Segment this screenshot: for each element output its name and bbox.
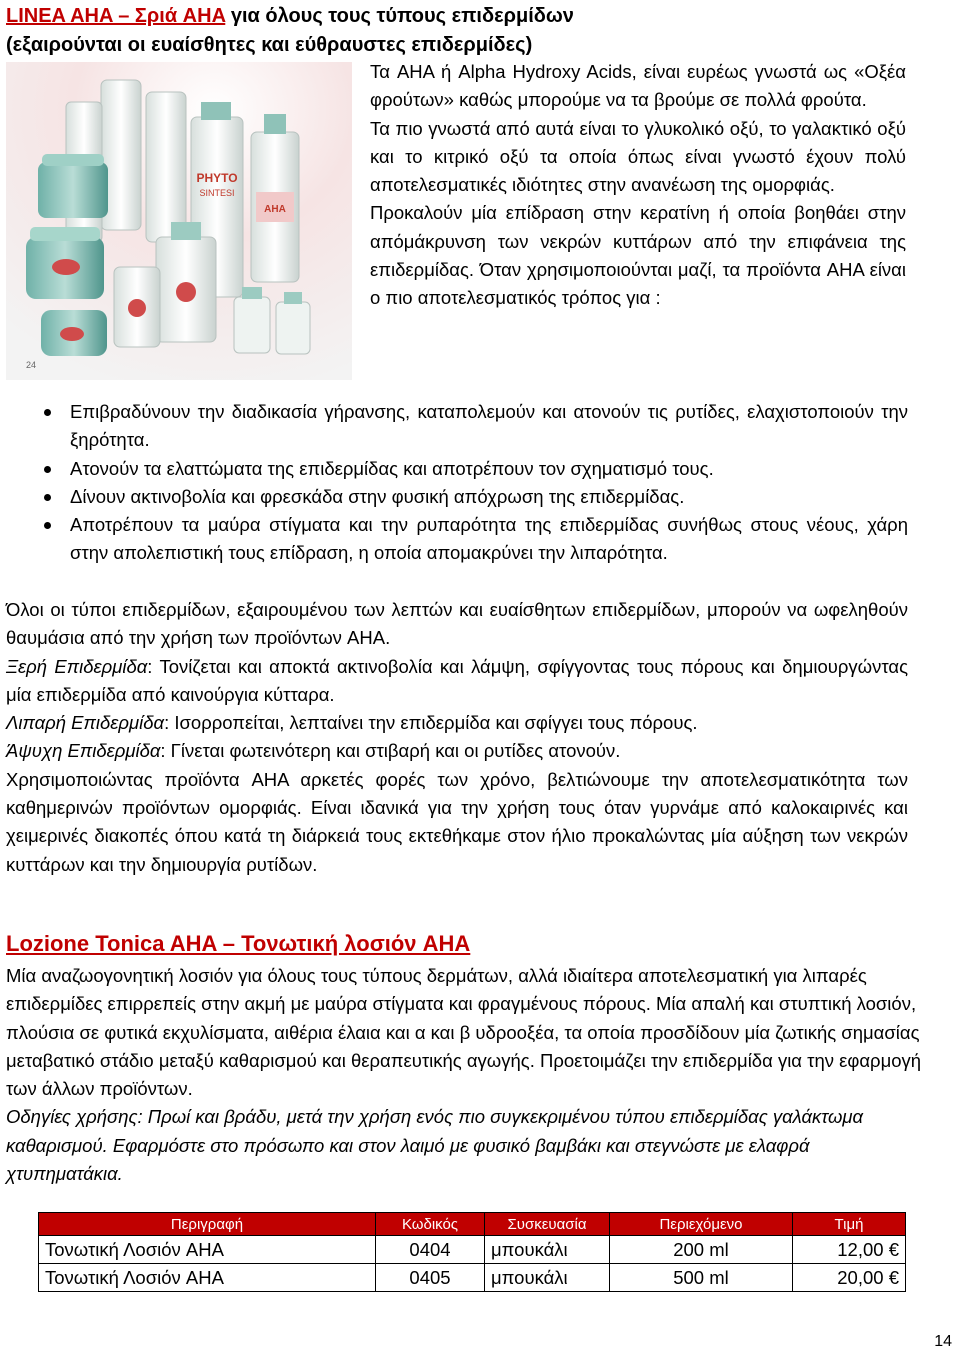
- column-header: Περιγραφή: [39, 1213, 376, 1236]
- table-cell: 0404: [376, 1236, 485, 1264]
- title-red: LINEA AHA – Σριά AHA: [6, 5, 226, 27]
- product-photo: [6, 62, 352, 380]
- photo-caption: 24: [26, 360, 37, 370]
- table-cell: Τονωτική Λοσιόν AHA: [39, 1264, 376, 1292]
- table-cell: 12,00 €: [793, 1236, 906, 1264]
- intro-paragraph: Τα πιο γνωστά από αυτά είναι το γλυκολικό οξύ, το γαλακτικό οξύ και το κιτρικό οξύ τα οποία όπως είναι γνωστό έχουν πολύ αποτελεσματικές ιδιότητες στην ανανέωση της ομορφιάς.: [370, 117, 906, 196]
- intro-paragraph: Προκαλούν μία επίδραση στην κερατίνη ή οποία βοηθάει στην απόμάκρυνση των νεκρών κυττάρων από την επιφάνεια της επιδερμίδας. Όταν χρησιμοποιούνται μαζί, τα προϊόντα AHA είναι ο πιο αποτελεσματικός τρόπος για :: [370, 202, 906, 309]
- oily-skin-label: Λιπαρή Επιδερμίδα: [6, 712, 165, 734]
- section-title: Lozione Tonica AHA – Τονωτική λοσιόν AHA: [6, 931, 471, 956]
- page-number: 14: [934, 1333, 952, 1350]
- table-row: [39, 1264, 906, 1292]
- bullet-icon: [44, 494, 51, 501]
- intro-paragraph: Τα AHA ή Alpha Hydroxy Acids, είναι ευρέως γνωστά ως «Οξέα φρούτων» καθώς μπορούμε να τα βρούμε σε πολλά φρούτα.: [370, 61, 906, 111]
- page-subtitle: (εξαιρούνται οι ευαίσθητες και εύθραυστες επιδερμίδες): [6, 34, 533, 56]
- product-table: [38, 1212, 906, 1292]
- section-body: [6, 962, 922, 1188]
- page-title: [6, 2, 574, 30]
- bullet-icon: [44, 522, 51, 529]
- usage-instructions: Οδηγίες χρήσης: Πρωί και βράδυ, μετά την χρήση ενός πιο συγκεκριμένου τύπου επιδερμίδας γαλάκτωμα καθαρισμού. Εφαρμόστε στο πρόσωπο και στον λαιμό με φυσικό βαμβάκι και στεγνώστε με ελαφρά χτυπηματάκια.: [6, 1106, 864, 1185]
- oily-skin-paragraph: [6, 709, 908, 737]
- bullet-icon: [44, 466, 51, 473]
- table-cell: 500 ml: [610, 1264, 793, 1292]
- table-cell: μπουκάλι: [485, 1264, 610, 1292]
- column-header: Συσκευασία: [485, 1213, 610, 1236]
- table-header-row: [39, 1213, 906, 1236]
- benefits-list: [70, 398, 908, 568]
- oily-skin-text: : Ισορροπείται, λεπταίνει την επιδερμίδα και σφίγγει τους πόρους.: [164, 712, 698, 734]
- table-cell: Τονωτική Λοσιόν AHA: [39, 1236, 376, 1264]
- bullet-icon: [44, 409, 51, 416]
- table-row: [39, 1236, 906, 1264]
- column-header: Περιεχόμενο: [610, 1213, 793, 1236]
- body-paragraph: Όλοι οι τύποι επιδερμίδων, εξαιρουμένου των λεπτών και ευαίσθητων επιδερμίδων, μπορούν να ωφεληθούν θαυμάσια από την χρήση των προϊόντων AHA.: [6, 599, 908, 649]
- product-label-aha: AHA: [264, 204, 286, 215]
- table-cell: 20,00 €: [793, 1264, 906, 1292]
- intro-text: [370, 58, 906, 313]
- dry-skin-paragraph: [6, 653, 908, 710]
- product-label-phyto: PHYTO: [196, 171, 238, 185]
- column-header: Κωδικός: [376, 1213, 485, 1236]
- column-header: Τιμή: [793, 1213, 906, 1236]
- dull-skin-paragraph: [6, 737, 908, 765]
- title-rest: για όλους τους τύπους επιδερμίδων: [225, 5, 574, 27]
- body-text: [6, 596, 908, 879]
- list-item: [70, 455, 908, 483]
- table-cell: μπουκάλι: [485, 1236, 610, 1264]
- list-item: [70, 483, 908, 511]
- dull-skin-label: Άψυχη Επιδερμίδα: [6, 740, 161, 762]
- table-cell: 0405: [376, 1264, 485, 1292]
- list-item-text: Δίνουν ακτινοβολία και φρεσκάδα στην φυσική απόχρωση της επιδερμίδας.: [70, 485, 685, 507]
- section-description: Μία αναζωογονητική λοσιόν για όλους τους τύπους δερμάτων, αλλά ιδιαίτερα αποτελεσματική για λιπαρές επιδερμίδες επιρρεπείς στην ακμή με μαύρα στίγματα και φραγμένους πόρους. Μία απαλή και στυπτική λοσιόν, πλούσια σε φυτικά εκχυλίσματα, αιθέρια έλαια και α και β υδροοξέα, τα οποία προσδίδουν μία ζωτικής σημασίας μεταβατικό στάδιο μεταξύ καθαρισμού και θεραπευτικής αγωγής. Προετοιμάζει την επιδερμίδα για την εφαρμογή των άλλων προϊόντων.: [6, 965, 922, 1100]
- list-item: [70, 398, 908, 455]
- table-cell: 200 ml: [610, 1236, 793, 1264]
- dry-skin-text: : Τονίζεται και αποκτά ακτινοβολία και λάμψη, σφίγγοντας τους πόρους και δημιουργώντας μία επιδερμίδα από καινούργια κύτταρα.: [6, 655, 908, 705]
- dull-skin-text: : Γίνεται φωτεινότερη και στιβαρή και οι ρυτίδες ατονούν.: [160, 740, 621, 762]
- product-label-sintesi: SINTESI: [199, 188, 235, 198]
- list-item: [70, 511, 908, 568]
- list-item-text: Αποτρέπουν τα μαύρα στίγματα και την ρυπαρότητα της επιδερμίδας συνήθως στους νέους, χάρη στην απολεπιστική τους επίδραση, η οποία απομακρύνει την λιπαρότητα.: [70, 514, 908, 564]
- dry-skin-label: Ξερή Επιδερμίδα: [6, 655, 148, 677]
- body-paragraph: Χρησιμοποιώντας προϊόντα AHA αρκετές φορές των χρόνο, βελτιώνουμε την αποτελεσματικότητα των καθημερινών προϊόντων ομορφιάς. Είναι ιδανικά για την χρήση τους όταν γυρνάμε από καλοκαιρινές και χειμερινές διακοπές όπου κατά τη διάρκειά τους εκτεθήκαμε στον ήλιο προκαλώντας μία αύξηση των νεκρών κυττάρων και την δημιουργία ρυτίδων.: [6, 768, 908, 875]
- list-item-text: Επιβραδύνουν την διαδικασία γήρανσης, καταπολεμούν και ατονούν τις ρυτίδες, ελαχιστοποιούν την ξηρότητα.: [70, 401, 908, 451]
- list-item-text: Ατονούν τα ελαττώματα της επιδερμίδας και αποτρέπουν τον σχηματισμό τους.: [70, 457, 714, 479]
